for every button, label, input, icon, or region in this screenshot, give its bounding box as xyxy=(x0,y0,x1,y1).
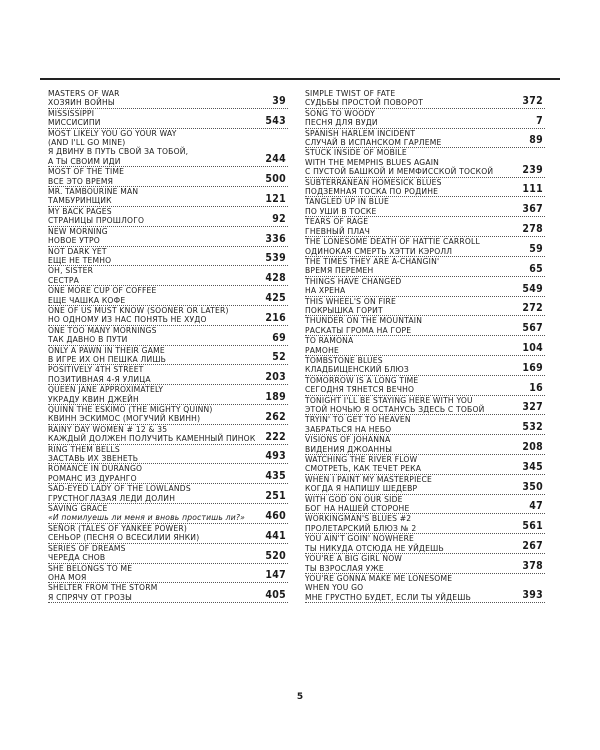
song-title-line: КЛАДБИЩЕНСКИЙ БЛЮЗ xyxy=(305,365,409,375)
song-title-line: ПОДЗЕМНАЯ ТОСКА ПО РОДИНЕ xyxy=(305,187,439,197)
page-ref: 189 xyxy=(265,391,286,403)
toc-entry xyxy=(305,534,545,554)
toc-entry xyxy=(305,495,545,515)
song-title-original: TONIGHT I'LL BE STAYING HERE WITH YOU xyxy=(305,395,473,405)
song-title-original: MR. TAMBOURINE MAN xyxy=(48,187,139,197)
toc-entry xyxy=(48,564,288,584)
toc-entry xyxy=(48,109,288,129)
song-title-line: СЕСТРА xyxy=(48,275,80,285)
toc-entry xyxy=(305,554,545,574)
page-ref: 208 xyxy=(522,441,543,454)
toc-entry xyxy=(48,544,288,564)
page-ref: 92 xyxy=(272,212,286,225)
page-ref: 425 xyxy=(265,291,286,304)
song-title-line: ЕЩЕ ЧАШКА КОФЕ xyxy=(48,295,126,305)
song-title-original: RING THEM BELLS xyxy=(48,444,120,454)
song-title-original: QUEEN JANE APPROXIMATELY xyxy=(48,385,164,395)
song-title-line: (AND I'LL GO MINE) xyxy=(48,138,126,148)
song-title-original: YOU'RE A BIG GIRL NOW xyxy=(305,554,403,564)
toc-column-left xyxy=(48,89,288,603)
song-title-original: ONE MORE CUP OF COFFEE xyxy=(48,286,157,296)
song-title-original: THIS WHEEL'S ON FIRE xyxy=(305,296,396,306)
page-ref: 500 xyxy=(265,173,286,186)
song-title-line: ЕЩЕ НЕ ТЕМНО xyxy=(48,255,112,265)
song-title-line: УКРАДУ КВИН ДЖЕЙН xyxy=(48,394,139,404)
song-title-original: MY BACK PAGES xyxy=(48,206,112,216)
toc-entry xyxy=(305,197,545,217)
song-title-line: ХОЗЯИН ВОЙНЫ xyxy=(48,98,115,108)
toc-entry xyxy=(305,435,545,455)
song-title-line: НО ОДНОМУ ИЗ НАС ПОНЯТЬ НЕ ХУДО xyxy=(48,315,207,325)
toc-entry xyxy=(48,464,288,484)
page-ref: 239 xyxy=(522,163,543,176)
song-title-original: TO RAMONA xyxy=(305,336,354,346)
song-title-original: MISSISSIPPI xyxy=(48,108,95,118)
toc-entry xyxy=(305,455,545,475)
song-title-line: Я СПРЯЧУ ОТ ГРОЗЫ xyxy=(48,592,132,602)
page-ref: 59 xyxy=(529,242,543,255)
song-title-line: НА ХРЕНА xyxy=(305,286,346,296)
song-title-original: WITH GOD ON OUR SIDE xyxy=(305,494,403,504)
song-title-line: РАМОНЕ xyxy=(305,345,340,355)
page-ref: 561 xyxy=(522,520,543,533)
page-ref: 104 xyxy=(522,341,543,354)
song-title-line: ЗАСТАВЬ ИХ ЗВЕНЕТЬ xyxy=(48,454,139,464)
song-title-line: Я ДВИНУ В ПУТЬ СВОЙ ЗА ТОБОЙ, xyxy=(48,147,189,157)
page-ref: 111 xyxy=(522,183,543,196)
song-title-line: ТАК ДАВНО В ПУТИ xyxy=(48,335,128,345)
toc-entry xyxy=(48,504,288,524)
toc-entry xyxy=(305,415,545,435)
toc-entry xyxy=(305,89,545,109)
song-title-original: SAVING GRACE xyxy=(48,504,108,514)
page-ref: 441 xyxy=(265,529,286,542)
page-ref: 69 xyxy=(272,331,286,344)
toc-entry xyxy=(48,583,288,603)
page-ref: 47 xyxy=(529,500,543,513)
toc-entry xyxy=(305,376,545,396)
song-title-line: WITH THE MEMPHIS BLUES AGAIN xyxy=(305,157,440,167)
song-title-line: МИССИСИПИ xyxy=(48,118,101,128)
toc-entry xyxy=(305,316,545,336)
toc-entry xyxy=(305,277,545,297)
song-title-original: MOST LIKELY YOU GO YOUR WAY xyxy=(48,128,177,138)
song-title-original: SUBTERRANEAN HOMESICK BLUES xyxy=(305,177,442,187)
toc-entry xyxy=(305,237,545,257)
toc-entry xyxy=(48,207,288,227)
song-title-line: КОГДА Я НАПИШУ ШЕДЕВР xyxy=(305,484,418,494)
song-title-original: THUNDER ON THE MOUNTAIN xyxy=(305,316,423,326)
page-number: 5 xyxy=(296,692,304,702)
song-title-line: ОДИНОКАЯ СМЕРТЬ ХЭТТИ КЭРОЛЛ xyxy=(305,246,453,256)
song-title-original: SAD-EYED LADY OF THE LOWLANDS xyxy=(48,484,191,494)
page-ref: 372 xyxy=(522,94,543,107)
page-ref: 367 xyxy=(522,203,543,216)
toc-entry xyxy=(48,247,288,267)
song-title-original: TRYIN' TO GET TO HEAVEN xyxy=(305,415,411,425)
song-title-line: ПОКРЫШКА ГОРИТ xyxy=(305,305,383,315)
song-title-line: КВИНН ЭСКИМОС (МОГУЧИЙ КВИНН) xyxy=(48,414,201,424)
page-ref: 405 xyxy=(265,589,286,602)
song-title-original: THE TIMES THEY ARE A-CHANGIN' xyxy=(305,256,440,266)
page-ref: 272 xyxy=(522,302,543,315)
page-ref: 549 xyxy=(522,282,543,295)
song-title-original: NEW MORNING xyxy=(48,226,108,236)
page-ref: 39 xyxy=(272,94,286,107)
toc-entry xyxy=(305,297,545,317)
song-title-line: ЭТОЙ НОЧЬЮ Я ОСТАНУСЬ ЗДЕСЬ С ТОБОЙ xyxy=(305,405,485,414)
song-title-line: СЛУЧАЙ В ИСПАНСКОМ ГАРЛЕМЕ xyxy=(305,138,442,148)
song-title-original: YOU AIN'T GOIN' NOWHERE xyxy=(305,534,415,544)
song-title-original: WHEN I PAINT MY MASTERPIECE xyxy=(305,474,433,484)
toc-entry xyxy=(48,405,288,425)
page-ref: 262 xyxy=(265,410,286,423)
song-title-original: TEARS OF RAGE xyxy=(305,217,369,227)
page-ref: 336 xyxy=(265,232,286,245)
song-title-line: СЕГОДНЯ ТЯНЕТСЯ ВЕЧНО xyxy=(305,385,415,395)
toc-entry xyxy=(305,336,545,356)
song-title-original: ONE TOO MANY MORNINGS xyxy=(48,325,157,335)
page-ref: 539 xyxy=(265,252,286,265)
toc-entry xyxy=(48,425,288,445)
song-title-line: ЗАБРАТЬСЯ НА НЕБО xyxy=(305,424,392,434)
song-title-original: SHELTER FROM THE STORM xyxy=(48,583,158,593)
song-title-original: VISIONS OF JOHANNA xyxy=(305,435,391,445)
page-ref: 327 xyxy=(522,401,543,414)
page-ref: 393 xyxy=(522,589,543,602)
toc-entry xyxy=(305,129,545,149)
page-ref: 345 xyxy=(522,460,543,473)
toc-entry xyxy=(48,227,288,247)
song-title-line: ТАМБУРИНЩИК xyxy=(48,196,112,206)
song-title-original: THINGS HAVE CHANGED xyxy=(305,276,402,286)
song-title-line: ВИДЕНИЯ ДЖОАННЫ xyxy=(305,444,393,454)
song-title-line: ГНЕВНЫЙ ПЛАЧ xyxy=(305,226,371,236)
song-title-original: STUCK INSIDE OF MOBILE xyxy=(305,148,407,158)
toc-entry xyxy=(305,514,545,534)
song-title-line: СЕНЬОР (ПЕСНЯ О ВСЕСИЛИИ ЯНКИ) xyxy=(48,533,200,543)
toc-entry xyxy=(305,148,545,177)
toc-entry xyxy=(305,217,545,237)
song-title-original: SERIES OF DREAMS xyxy=(48,543,126,553)
page-ref: 378 xyxy=(522,559,543,572)
song-title-line: ПРОЛЕТАРСКИЙ БЛЮЗ № 2 xyxy=(305,523,417,533)
toc-entry xyxy=(305,574,545,603)
page-ref: 543 xyxy=(265,114,286,127)
song-title-original: SIMPLE TWIST OF FATE xyxy=(305,89,396,98)
toc-entry xyxy=(48,167,288,187)
toc-entry xyxy=(48,286,288,306)
toc-entry xyxy=(305,356,545,376)
song-title-line: ГРУСТНОГЛАЗАЯ ЛЕДИ ДОЛИН xyxy=(48,493,176,503)
song-title-line: БОГ НА НАШЕЙ СТОРОНЕ xyxy=(305,504,410,514)
song-title-original: MASTERS OF WAR xyxy=(48,89,120,98)
song-title-line: ВСЕ ЭТО ВРЕМЯ xyxy=(48,176,114,186)
song-title-line: А ТЫ СВОИМ ИДИ xyxy=(48,156,121,166)
song-title-line: ЧЕРЕДА СНОВ xyxy=(48,553,106,563)
song-title-line: ТЫ ВЗРОСЛАЯ УЖЕ xyxy=(305,563,384,573)
song-title-line: ПОЗИТИВНАЯ 4-Я УЛИЦА xyxy=(48,374,151,384)
song-title-original: TANGLED UP IN BLUE xyxy=(305,197,390,207)
toc-entry xyxy=(48,365,288,385)
song-title-original: RAINY DAY WOMEN # 12 & 35 xyxy=(48,424,168,434)
page-ref: 435 xyxy=(265,470,286,483)
song-title-line: РОМАНС ИЗ ДУРАНГО xyxy=(48,473,137,483)
toc-entry xyxy=(48,187,288,207)
page-ref: 244 xyxy=(265,153,286,166)
toc-entry xyxy=(305,178,545,198)
page-ref: 52 xyxy=(272,351,286,364)
song-title-original: TOMBSTONE BLUES xyxy=(305,355,383,365)
song-title-original: SPANISH HARLEM INCIDENT xyxy=(305,128,416,138)
song-title-line: ПО УШИ В ТОСКЕ xyxy=(305,206,377,216)
toc-entry xyxy=(48,129,288,168)
song-title-original: NOT DARK YET xyxy=(48,246,107,256)
toc-entry xyxy=(305,257,545,277)
song-title-original: QUINN THE ESKIMO (THE MIGHTY QUINN) xyxy=(48,405,213,414)
song-title-original: WATCHING THE RIVER FLOW xyxy=(305,455,418,465)
song-title-line: СТРАНИЦЫ ПРОШЛОГО xyxy=(48,216,145,226)
song-title-line: СУДЬБЫ ПРОСТОЙ ПОВОРОТ xyxy=(305,98,424,108)
song-title-line: КАЖДЫЙ ДОЛЖЕН ПОЛУЧИТЬ КАМЕННЫЙ ПИНОК xyxy=(48,434,256,444)
song-title-original: TOMORROW IS A LONG TIME xyxy=(305,375,419,385)
toc-entry xyxy=(48,326,288,346)
page-ref: 89 xyxy=(529,134,543,147)
page-ref: 532 xyxy=(522,421,543,434)
page-ref: 460 xyxy=(265,509,286,522)
page-ref: 169 xyxy=(522,361,543,374)
song-title-original: THE LONESOME DEATH OF HATTIE CARROLL xyxy=(305,237,480,247)
song-title-original: SONG TO WOODY xyxy=(305,108,375,118)
page-ref: 7 xyxy=(536,114,543,127)
page-ref: 520 xyxy=(265,549,286,562)
song-title-original: OH, SISTER xyxy=(48,266,94,276)
page-ref: 567 xyxy=(522,322,543,335)
song-title-line: НОВОЕ УТРО xyxy=(48,236,100,246)
page-ref: 203 xyxy=(265,371,286,384)
toc-entry xyxy=(48,484,288,504)
song-title-original: ROMANCE IN DURANGO xyxy=(48,464,143,474)
song-title-original: ONE OF US MUST KNOW (SOONER OR LATER) xyxy=(48,305,229,315)
page-ref: 267 xyxy=(522,540,543,553)
song-title-original: YOU'RE GONNA MAKE ME LONESOME xyxy=(305,573,453,583)
header-rule xyxy=(40,78,560,80)
toc-entry xyxy=(48,524,288,544)
page-ref: 65 xyxy=(529,262,543,275)
song-title-line: ВРЕМЯ ПЕРЕМЕН xyxy=(305,266,374,276)
page-ref: 222 xyxy=(265,430,286,443)
song-title-line: ТЫ НИКУДА ОТСЮДА НЕ УЙДЕШЬ xyxy=(305,543,444,553)
toc-entry xyxy=(305,475,545,495)
page-ref: 121 xyxy=(265,192,286,205)
toc-column-right xyxy=(305,89,545,603)
toc-entry xyxy=(48,306,288,326)
song-title-original: MOST OF THE TIME xyxy=(48,167,125,177)
song-title-original: SEÑOR (TALES OF YANKEE POWER) xyxy=(48,523,188,533)
toc-entry xyxy=(48,385,288,405)
page-ref: 251 xyxy=(265,490,286,503)
toc-entry xyxy=(48,346,288,366)
song-title-original: WORKINGMAN'S BLUES #2 xyxy=(305,514,412,524)
song-title-line: РАСКАТЫ ГРОМА НА ГОРЕ xyxy=(305,325,412,335)
song-title-line: WHEN YOU GO xyxy=(305,583,364,593)
toc-entry xyxy=(48,89,288,109)
song-title-line: С ПУСТОЙ БАШКОЙ И МЕМФИССКОЙ ТОСКОЙ xyxy=(305,167,494,177)
song-title-original: POSITIVELY 4TH STREET xyxy=(48,365,144,375)
song-title-line: ПЕСНЯ ДЛЯ ВУДИ xyxy=(305,118,378,128)
toc-entry xyxy=(305,109,545,129)
song-title-line: МНЕ ГРУСТНО БУДЕТ, ЕСЛИ ТЫ УЙДЕШЬ xyxy=(305,592,472,602)
song-title-original: ONLY A PAWN IN THEIR GAME xyxy=(48,345,165,355)
page-ref: 147 xyxy=(265,569,286,582)
page-ref: 350 xyxy=(522,480,543,493)
song-title-line: СМОТРЕТЬ, КАК ТЕЧЕТ РЕКА xyxy=(305,464,422,474)
song-title-original: SHE BELONGS TO ME xyxy=(48,563,133,573)
toc-entry xyxy=(48,266,288,286)
song-title-line: В ИГРЕ ИХ ОН ПЕШКА ЛИШЬ xyxy=(48,354,167,364)
page-ref: 278 xyxy=(522,223,543,236)
song-title-line: ОНА МОЯ xyxy=(48,572,87,582)
page-ref: 493 xyxy=(265,450,286,463)
page-ref: 428 xyxy=(265,272,286,285)
toc-entry xyxy=(48,445,288,465)
page-ref: 16 xyxy=(529,381,543,394)
page-ref: 216 xyxy=(265,311,286,324)
toc-entry xyxy=(305,396,545,416)
song-title-line: «И помилуешь ли меня и вновь простишь ли?» xyxy=(48,513,245,523)
